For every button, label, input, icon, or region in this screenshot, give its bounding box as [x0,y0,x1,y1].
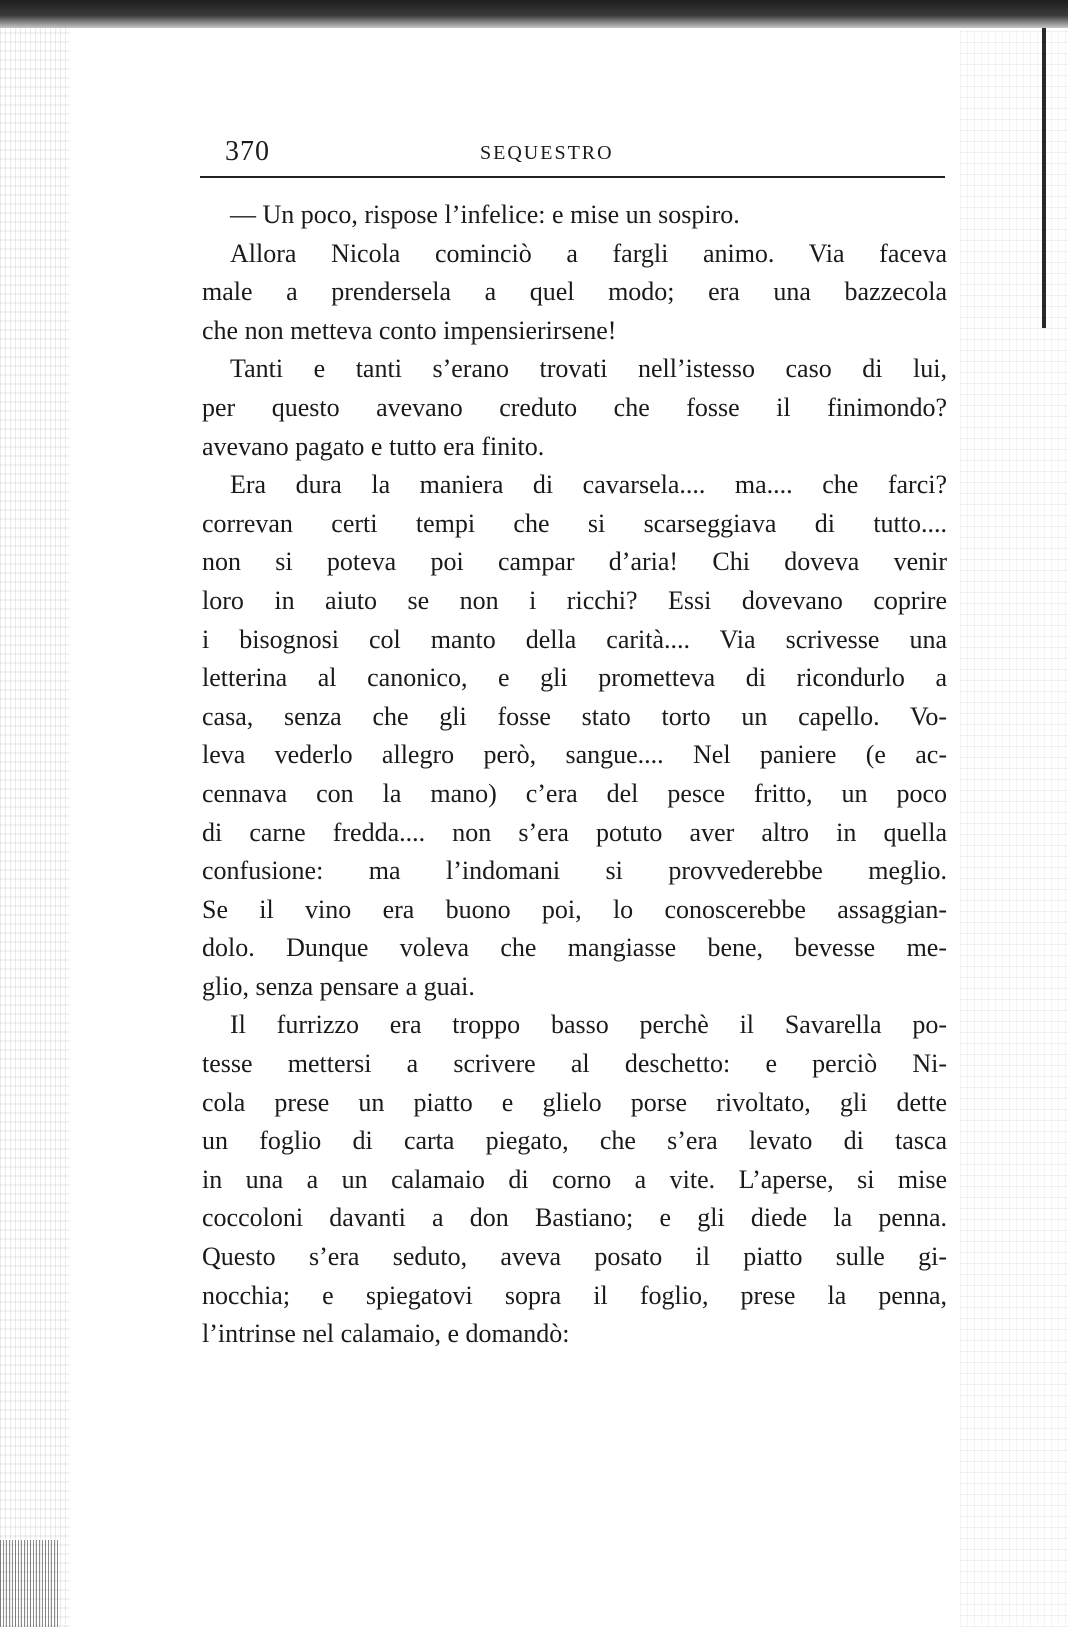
paragraph [202,235,947,351]
page-number: 370 [225,136,270,167]
text-line: tesse mettersi a scrivere al deschetto: e perciò Ni- [202,1049,947,1079]
paragraph [202,1006,947,1353]
scan-border-top [0,0,1068,28]
text-line: confusione: ma l’indomani si provvederebbe meglio. [202,856,947,886]
text-line: non si poteva poi campar d’aria! Chi doveva venir [202,547,947,577]
text-line: cennava con la mano) c’era del pesce fritto, un poco [202,778,947,808]
text-line: leva vederlo allegro però, sangue.... Nel paniere (e ac- [202,740,947,770]
text-line: loro in aiuto se non i ricchi? Essi dovevano coprire [202,585,947,615]
text-line: glio, senza pensare a guai. [202,971,475,1001]
text-line: l’intrinse nel calamaio, e domandò: [202,1319,570,1349]
page-header [200,132,945,176]
text-line: Tanti e tanti s’erano trovati nell’istesso caso di lui, [230,354,947,384]
header-rule [200,176,945,178]
text-line: dolo. Dunque voleva che mangiasse bene, bevesse me- [202,933,947,963]
paragraph [202,196,947,235]
text-line: di carne fredda.... non s’era potuto aver altro in quella [202,817,947,847]
paragraph [202,350,947,466]
text-line: Se il vino era buono poi, lo conoscerebbe assaggian- [202,894,947,924]
text-line: coccoloni davanti a don Bastiano; e gli diede la penna. [202,1203,947,1233]
text-line: Allora Nicola cominciò a fargli animo. Via faceva [230,238,947,268]
text-line: Il furrizzo era troppo basso perchè il Savarella po- [230,1010,947,1040]
text-line: correvan certi tempi che si scarseggiava di tutto.... [202,508,947,538]
text-line: casa, senza che gli fosse stato torto un capello. Vo- [202,701,947,731]
text-line: letterina al canonico, e gli prometteva di ricondurlo a [202,663,947,693]
body-text [202,196,947,1354]
paragraph [202,466,947,1006]
scan-border-left [0,28,70,1627]
text-line: che non metteva conto impensierirsene! [202,315,617,345]
scan-noise-right [960,30,1068,1627]
text-line: in una a un calamaio di corno a vite. L’aperse, si mise [202,1164,947,1194]
text-line: per questo avevano creduto che fosse il finimondo? [202,392,947,422]
text-line: Era dura la maniera di cavarsela.... ma.... che farci? [230,470,947,500]
text-line: — Un poco, rispose l’infelice: e mise un sospiro. [230,200,740,229]
text-line: nocchia; e spiegatovi sopra il foglio, prese la penna, [202,1280,947,1310]
text-line: avevano pagato e tutto era finito. [202,431,545,461]
text-line: cola prese un piatto e glielo porse rivoltato, gli dette [202,1087,947,1117]
text-line: male a prendersela a quel modo; era una bazzecola [202,277,947,307]
text-line: un foglio di carta piegato, che s’era levato di tasca [202,1126,947,1156]
running-head: SEQUESTRO [480,142,614,164]
text-line: i bisognosi col manto della carità.... Via scrivesse una [202,624,947,654]
text-line: Questo s’era seduto, aveva posato il piatto sulle gi- [202,1242,947,1272]
scan-border-left-bottom [0,1540,60,1627]
